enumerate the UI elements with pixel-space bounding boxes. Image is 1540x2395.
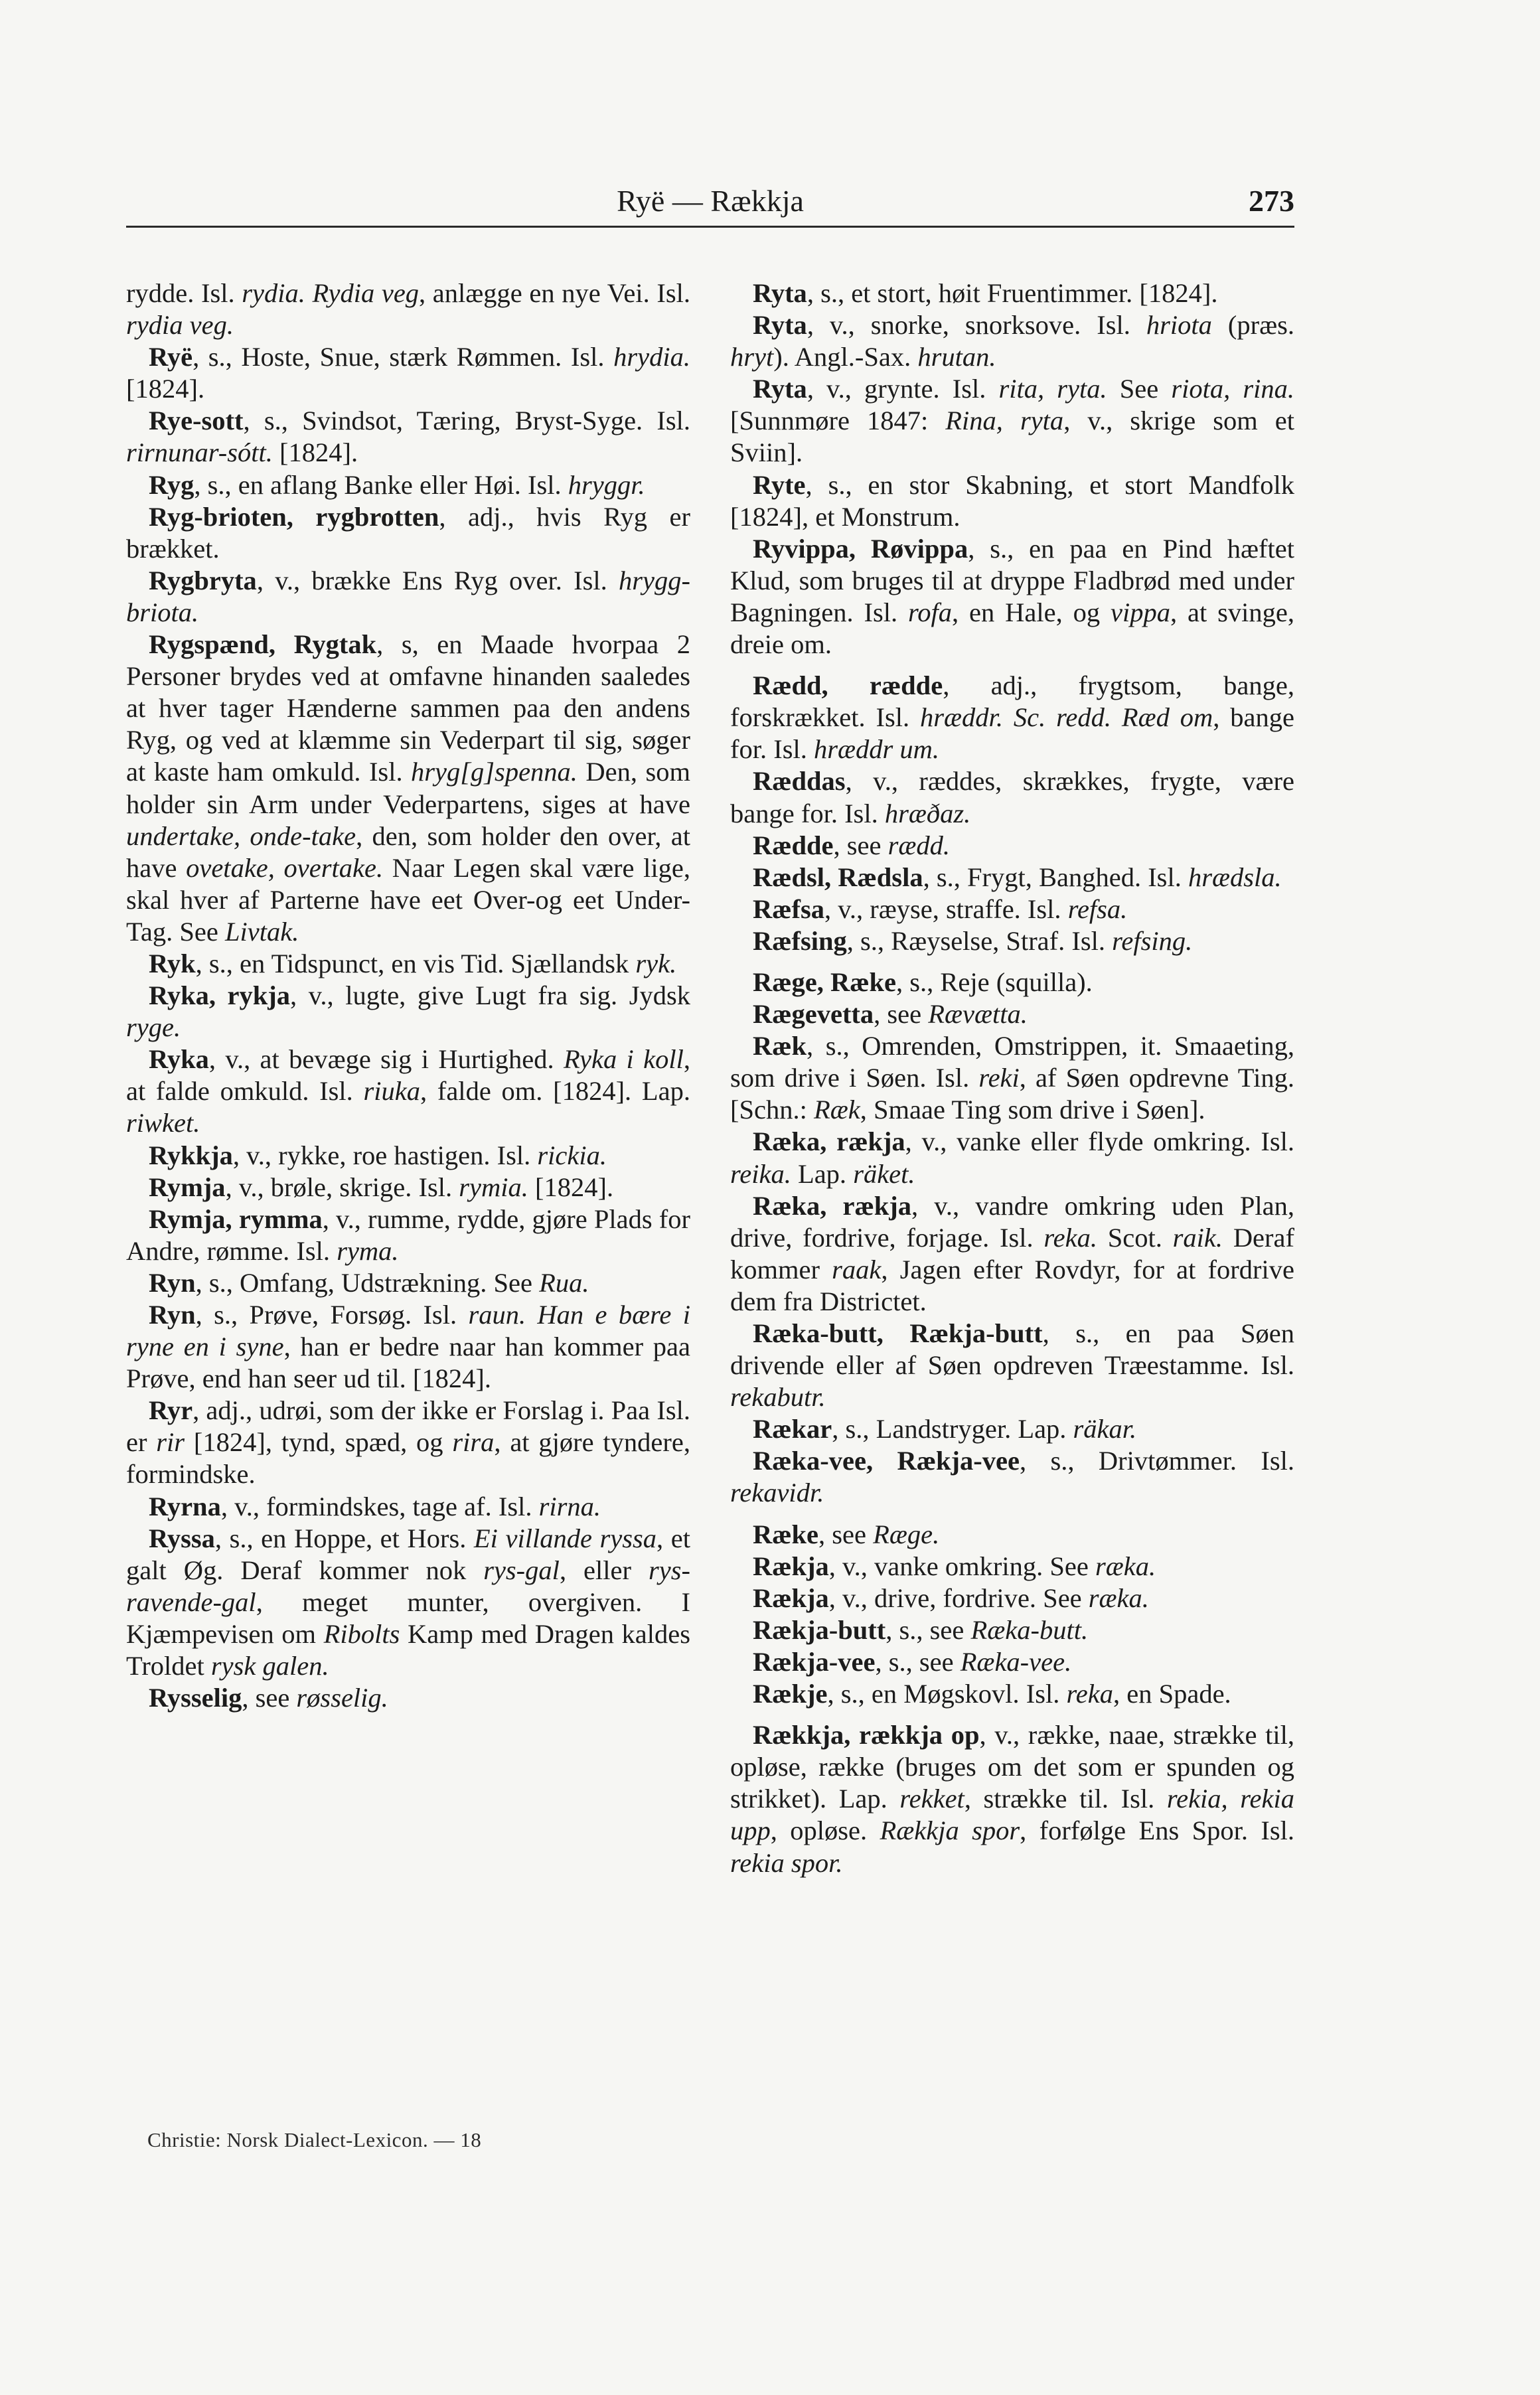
headword: Ryë [149,342,193,372]
definition: , s., en stor Skabning, et stort Mandfolk [1824], et Monstrum. [730,469,1294,532]
definition: , s., see Ræka-vee. [875,1646,1072,1677]
dictionary-entry [730,966,1294,998]
dictionary-entry [126,1140,690,1172]
definition: , s., see Ræka-butt. [886,1614,1089,1645]
headword: Ryte [753,469,806,500]
headword: Ræk [753,1031,807,1061]
headword: Rysselig [149,1683,242,1713]
dictionary-entry [126,1043,690,1139]
headword: Ryta [753,278,807,308]
headword: Ryka, rykja [149,980,291,1011]
headword: Ryrna [149,1491,221,1521]
definition: , v., brøle, skrige. Isl. rymia. [1824]. [225,1172,614,1202]
dictionary-entry [126,1491,690,1523]
headword: Rye-sott [149,406,244,436]
dictionary-entry [730,1678,1294,1710]
dictionary-entry [730,1583,1294,1614]
dictionary-entry [730,893,1294,925]
left-column [126,277,690,1714]
dictionary-entry [730,1646,1294,1678]
dictionary-entry [730,1413,1294,1445]
headword: Rækja-vee [753,1646,876,1677]
dictionary-entry [730,830,1294,862]
definition: , s., Drivtømmer. Isl. rekavidr. [730,1446,1295,1508]
dictionary-entry [730,309,1294,373]
definition: , s., Landstryger. Lap. räkar. [832,1414,1137,1444]
definition: , s., en Tidspunct, en vis Tid. Sjællandsk ryk. [195,948,677,978]
headword: Rymja, rymma [149,1203,323,1234]
dictionary-entry [126,1299,690,1395]
definition: , s., Omfang, Udstrækning. See Rua. [195,1267,589,1298]
headword: Ryg [149,469,194,500]
headword: Rækje [753,1679,828,1709]
definition: , v., drive, fordrive. See ræka. [828,1583,1149,1613]
definition: , s, en Maade hvorpaa 2 Personer brydes ved at omfavne hinanden saaledes at hver tager Hænderne sammen paa den andens Ryg, og ved at klæmme sin Vederpart til sig, søger at kaste ham omkuld. Isl. hryg[g]spenna. Den, som holder sin Arm under Vederpartens, siges at have undertake, onde-take, den, som holder den over, at have ovetake, overtake. Naar Legen skal være lige, skal hver af Parterne have eet Over-og eet Under-Tag. See Livtak. [126,629,691,947]
definition: , v., rykke, roe hastigen. Isl. rickia. [232,1140,607,1170]
headword: Rægevetta [753,999,874,1030]
definition: , adj., udrøi, som der ikke er Forslag i. Paa Isl. er rir [1824], tynd, spæd, og rira, at gjøre tyndere, formindske. [126,1395,690,1490]
dictionary-entry [126,277,690,341]
definition: , s., Frygt, Banghed. Isl. hrædsla. [923,862,1282,892]
headword: Ryr [149,1395,193,1426]
page-title: Ryë — Rækkja [617,184,804,218]
dictionary-entry [126,948,690,980]
headword: Rækja [753,1551,829,1581]
headword: Ryn [149,1267,196,1298]
dictionary-entry [730,373,1294,469]
definition: , v., vandre omkring uden Plan, drive, fordrive, forjage. Isl. reka. Scot. raik. Deraf kommer raak, Jagen efter Rovdyr, for at fordrive dem fra Districtet. [730,1190,1294,1316]
definition: , v., brække Ens Ryg over. Isl. hrygg-briota. [126,565,690,627]
headword: Rækkja, rækkja op [753,1720,980,1750]
dictionary-entry [730,469,1294,533]
dictionary-entry [730,1551,1294,1583]
dictionary-entry [730,1519,1294,1551]
dictionary-entry [126,1682,690,1714]
definition: , v., ræyse, straffe. Isl. refsa. [824,893,1128,924]
headword: Ryta [753,374,807,404]
headword: Ræka, rækja [753,1126,905,1157]
headword: Rædde [753,830,834,860]
definition: , s., Omrenden, Omstrippen, it. Smaaeting, som drive i Søen. Isl. reki, af Søen opdrevne Ting. [Schn.: Ræk, Smaae Ting som drive i Søen]. [730,1031,1294,1125]
dictionary-entry [730,998,1294,1030]
headword: Ræfsa [753,893,824,924]
dictionary-entry [730,1190,1294,1318]
definition: , see Rævætta. [874,999,1028,1030]
headword: Ræka-butt, Rækja-butt [753,1318,1043,1348]
headword: Rykkja [149,1140,233,1170]
dictionary-entry [730,1445,1294,1509]
headword: Ræddas [753,766,846,797]
dictionary-entry [126,1395,690,1490]
dictionary-entry [730,862,1294,893]
definition: , s., en paa en Pind hæftet Klud, som bruges til at dryppe Fladbrød med under Bagningen. Isl. rofa, en Hale, og vippa, at svinge, dreie om. [730,533,1294,660]
definition: , v., ræddes, skrækkes, frygte, være bange for. Isl. hræðaz. [730,766,1294,828]
definition: , see rædd. [833,830,951,860]
dictionary-entry [730,1614,1294,1646]
definition: , adj., hvis Ryg er brækket. [126,501,690,564]
dictionary-entry [126,1523,690,1682]
definition: , see Ræge. [818,1519,940,1549]
dictionary-entry [126,980,690,1043]
headword: Ryssa [149,1523,215,1553]
dictionary-entry [730,277,1294,309]
dictionary-entry [126,341,690,405]
page-number: 273 [1249,184,1294,218]
headword: Ryvippa, Røvippa [753,533,968,564]
definition: , v., formindskes, tage af. Isl. rirna. [220,1491,601,1521]
definition: , v., grynte. Isl. rita, ryta. See riota, rina. [Sunnmøre 1847: Rina, ryta, v., skrige som et Sviin]. [730,374,1295,468]
dictionary-entry [730,765,1294,829]
definition: , v., snorke, snorksove. Isl. hriota (præs. hryt). Angl.-Sax. hrutan. [730,310,1295,372]
definition: rydde. Isl. rydia. Rydia veg, anlægge en nye Vei. Isl. rydia veg. [126,278,690,341]
definition: , s., Ræyselse, Straf. Isl. refsing. [846,925,1193,956]
headword: Rædd, rædde [753,670,943,701]
definition: , s., et stort, høit Fruentimmer. [1824]. [807,278,1218,308]
definition: , v., vanke eller flyde omkring. Isl. reika. Lap. räket. [730,1126,1294,1189]
dictionary-entry [730,1719,1294,1879]
dictionary-entry [730,1318,1294,1413]
dictionary-entry [730,670,1294,765]
headword: Ryka [149,1044,209,1075]
dictionary-entry [730,925,1294,957]
definition: , s., Reje (squilla). [895,966,1093,997]
headword: Ræka, rækja [753,1190,912,1221]
headword: Rygbryta [149,565,257,595]
definition: , v., at bevæge sig i Hurtighed. Ryka i koll, at falde omkuld. Isl. riuka, falde om. [1824]. Lap. riwket. [126,1044,690,1138]
headword: Rækja-butt [753,1614,886,1645]
headword: Ræke [753,1519,818,1549]
dictionary-entry [126,501,690,565]
signature-footer: Christie: Norsk Dialect-Lexicon. — 18 [147,2128,482,2151]
definition: , adj., frygtsom, bange, forskrækket. Isl. hræddr. Sc. redd. Ræd om, bange for. Isl. hræddr um. [730,670,1295,765]
definition: , s., en paa Søen drivende eller af Søen opdreven Træestamme. Isl. rekabutr. [730,1318,1294,1413]
dictionary-entry [126,469,690,501]
definition: , s., Prøve, Forsøg. Isl. raun. Han e bære i ryne en i syne, han er bedre naar han kommer paa Prøve, end han seer ud til. [1824]. [126,1300,691,1394]
headword: Ryn [149,1300,196,1330]
running-header [126,179,1294,228]
headword: Ryg-brioten, rygbrotten [149,501,439,532]
definition: , s., en Møgskovl. Isl. reka, en Spade. [827,1679,1231,1709]
headword: Rækja [753,1583,829,1613]
definition: , s., en Hoppe, et Hors. Ei villande ryssa, et galt Øg. Deraf kommer nok rys-gal, eller rys-ravende-gal, meget munter, overgiven. I Kjæmpevisen om Ribolts Kamp med Dragen kaldes Troldet rysk galen. [126,1523,691,1681]
definition: , s., en aflang Banke eller Høi. Isl. hryggr. [194,469,645,500]
headword: Rækar [753,1414,832,1444]
headword: Ryta [753,310,807,341]
dictionary-entry [126,565,690,629]
definition: , v., vanke omkring. See ræka. [828,1551,1156,1581]
headword: Ræka-vee, Rækja-vee [753,1446,1020,1476]
definition: , see røsselig. [242,1683,388,1713]
dictionary-entry [730,1126,1294,1190]
right-column [730,277,1294,1879]
dictionary-entry [126,1203,690,1267]
dictionary-entry [730,1030,1294,1126]
dictionary-entry [730,533,1294,660]
definition: , v., lugte, give Lugt fra sig. Jydsk ryge. [126,980,690,1043]
definition: , v., rumme, rydde, gjøre Plads for Andre, rømme. Isl. ryma. [126,1203,690,1266]
headword: Rygspænd, Rygtak [149,629,377,660]
headword: Rymja [149,1172,226,1202]
headword: Ryk [149,948,196,978]
definition: , s., Svindsot, Tæring, Bryst-Syge. Isl. rirnunar-sótt. [1824]. [126,406,690,468]
headword: Ræfsing [753,925,847,956]
definition: , v., række, naae, strække til, opløse, række (bruges om det som er spunden og strikket). Lap. rekket, strække til. Isl. rekia, rekia upp, opløse. Rækkja spor, forfølge Ens Spor. Isl. rekia spor. [730,1720,1295,1878]
dictionary-entry [126,1267,690,1299]
dictionary-entry [126,1172,690,1203]
headword: Ræge, Ræke [753,966,896,997]
dictionary-entry [126,405,690,469]
dictionary-entry [126,629,690,948]
definition: , s., Hoste, Snue, stærk Rømmen. Isl. hrydia. [1824]. [126,342,690,404]
headword: Rædsl, Rædsla [753,862,923,892]
